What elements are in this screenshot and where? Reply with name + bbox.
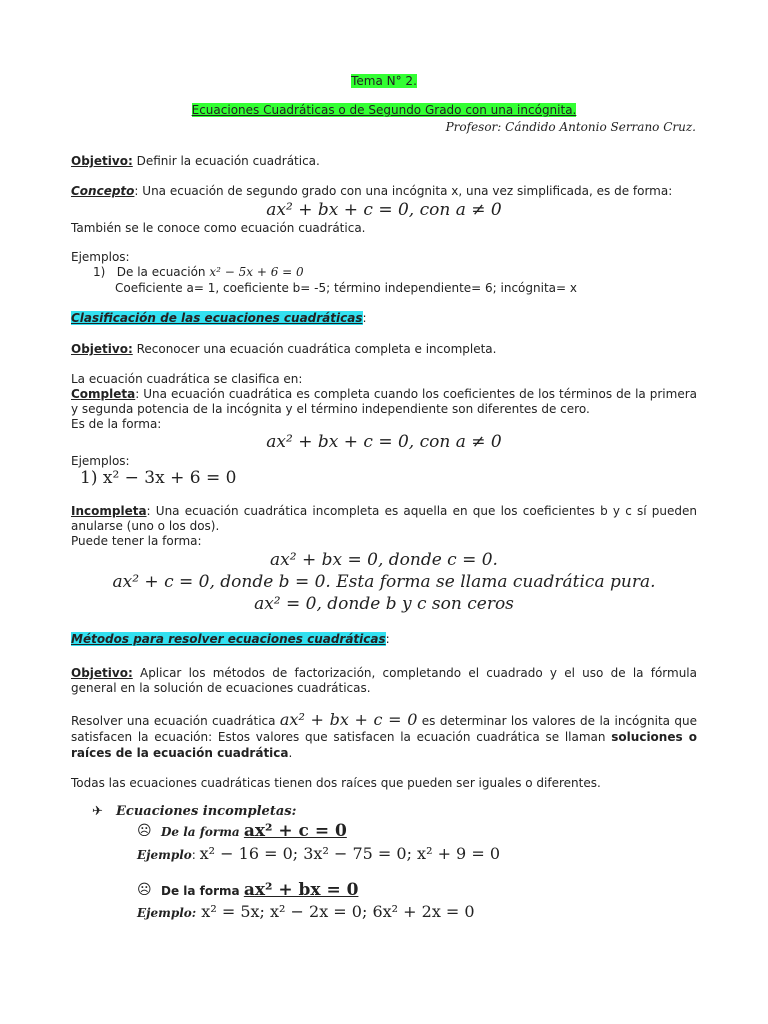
concept-label: Concepto [71, 184, 135, 198]
sad-face-icon: ☹ [137, 823, 152, 839]
complete-example: 1) x² − 3x + 6 = 0 [80, 468, 237, 488]
objective-line-3 [71, 666, 697, 696]
incomplete-formula-1: ax² + bx = 0, donde c = 0. [270, 550, 498, 570]
incomplete-equations-label: Ecuaciones incompletas: [116, 804, 297, 819]
example-1-eqs-line: Ejemplo: x² − 16 = 0; 3x² − 75 = 0; x² + 9 = 0 [137, 844, 500, 863]
objective-line-2 [71, 342, 496, 357]
form-1-equation: ax² + c = 0 [243, 821, 347, 841]
all-equations-text: Todas las ecuaciones cuadráticas tienen dos raíces que pueden ser iguales o diferentes. [71, 776, 601, 790]
heading-colon: : [385, 632, 390, 646]
airplane-bullet-icon: ✈ [92, 804, 103, 819]
example-1-line [93, 265, 304, 280]
concept-line [71, 184, 672, 199]
classification-heading [71, 311, 367, 326]
objective-text: Reconocer una ecuación cuadrática completa e incompleta. [132, 342, 497, 356]
methods-heading-text: Métodos para resolver ecuaciones cuadráticas [71, 632, 386, 646]
solve-text-b: es determinar los valores de la incógnita que satisfacen la ecuación: Estos valores que satisfacen la ecuación cuadrática se llaman [71, 714, 697, 744]
classification-heading-text: Clasificación de las ecuaciones cuadráticas [71, 311, 363, 325]
topic-number: Tema N° 2. [351, 74, 417, 88]
solve-paragraph [71, 712, 697, 761]
coefficients-line: Coeficiente a= 1, coeficiente b= -5; término independiente= 6; incógnita= x [115, 281, 577, 295]
example-text: De la ecuación [116, 265, 210, 279]
solve-period: . [288, 746, 293, 760]
solve-text-a: Resolver una ecuación cuadrática [71, 714, 280, 728]
form-2-line [161, 880, 358, 900]
form-2-label: De la forma [161, 884, 244, 898]
document-title-row [0, 103, 768, 118]
example-number: 1) [93, 265, 106, 279]
objective-label: Objetivo: [71, 154, 133, 168]
also-known-text: También se le conoce como ecuación cuadrática. [71, 221, 366, 235]
objective-line-1 [71, 154, 320, 169]
heading-colon: : [362, 311, 367, 325]
objective-label: Objetivo: [71, 666, 133, 680]
methods-heading [71, 632, 390, 647]
classification-intro: La ecuación cuadrática se clasifica en: [71, 372, 303, 386]
incomplete-label: Incompleta [71, 504, 147, 518]
incomplete-definition [71, 504, 697, 534]
can-have-form: Puede tener la forma: [71, 534, 202, 548]
solve-equation: ax² + bx + c = 0 [279, 710, 418, 729]
general-formula: ax² + bx + c = 0, con a ≠ 0 [266, 200, 502, 220]
incomplete-text: : Una ecuación cuadrática incompleta es aquella en que los coeficientes b y c sí pueden anularse (uno o los dos). [71, 504, 697, 533]
complete-text: : Una ecuación cuadrática es completa cuando los coeficientes de los términos de la primera y segunda potencia de la incógnita y el término independiente son diferentes de cero. [71, 387, 697, 416]
document-title: Ecuaciones Cuadráticas o de Segundo Grado con una incógnita. [191, 103, 577, 117]
form-label: Es de la forma: [71, 417, 162, 431]
example-2-label: Ejemplo: [137, 906, 197, 920]
objective-label: Objetivo: [71, 342, 133, 356]
incomplete-formula-2: ax² + c = 0, donde b = 0. Esta forma se llama cuadrática pura. [112, 572, 656, 592]
solve-bold-text: soluciones o raíces de la ecuación cuadrática [71, 730, 697, 760]
objective-text: Aplicar los métodos de factorización, completando el cuadrado y el uso de la fórmula general en la solución de ecuaciones cuadráticas. [71, 666, 697, 695]
example-2-eqs-line [137, 902, 475, 921]
examples-label-2: Ejemplos: [71, 454, 130, 468]
example-1-equations: x² − 16 = 0; 3x² − 75 = 0; x² + 9 = 0 [199, 844, 500, 863]
form-1-label: De la forma [161, 825, 244, 839]
example-equation: x² − 5x + 6 = 0 [209, 265, 304, 279]
concept-text: : Una ecuación de segundo grado con una incógnita x, una vez simplificada, es de forma: [134, 184, 673, 198]
objective-text: Definir la ecuación cuadrática. [132, 154, 320, 168]
topic-heading [0, 74, 768, 89]
complete-formula: ax² + bx + c = 0, con a ≠ 0 [266, 432, 502, 452]
incomplete-formula-3: ax² = 0, donde b y c son ceros [254, 594, 514, 614]
complete-definition [71, 387, 697, 417]
form-1-line [161, 821, 347, 841]
author-signature: Profesor: Cándido Antonio Serrano Cruz. [445, 120, 696, 134]
example-2-equations: x² = 5x; x² − 2x = 0; 6x² + 2x = 0 [201, 902, 475, 921]
examples-label: Ejemplos: [71, 250, 130, 264]
sad-face-icon-2: ☹ [137, 882, 152, 898]
complete-label: Completa [71, 387, 136, 401]
form-2-equation: ax² + bx = 0 [243, 880, 359, 900]
example-1-label: Ejemplo [137, 848, 192, 862]
